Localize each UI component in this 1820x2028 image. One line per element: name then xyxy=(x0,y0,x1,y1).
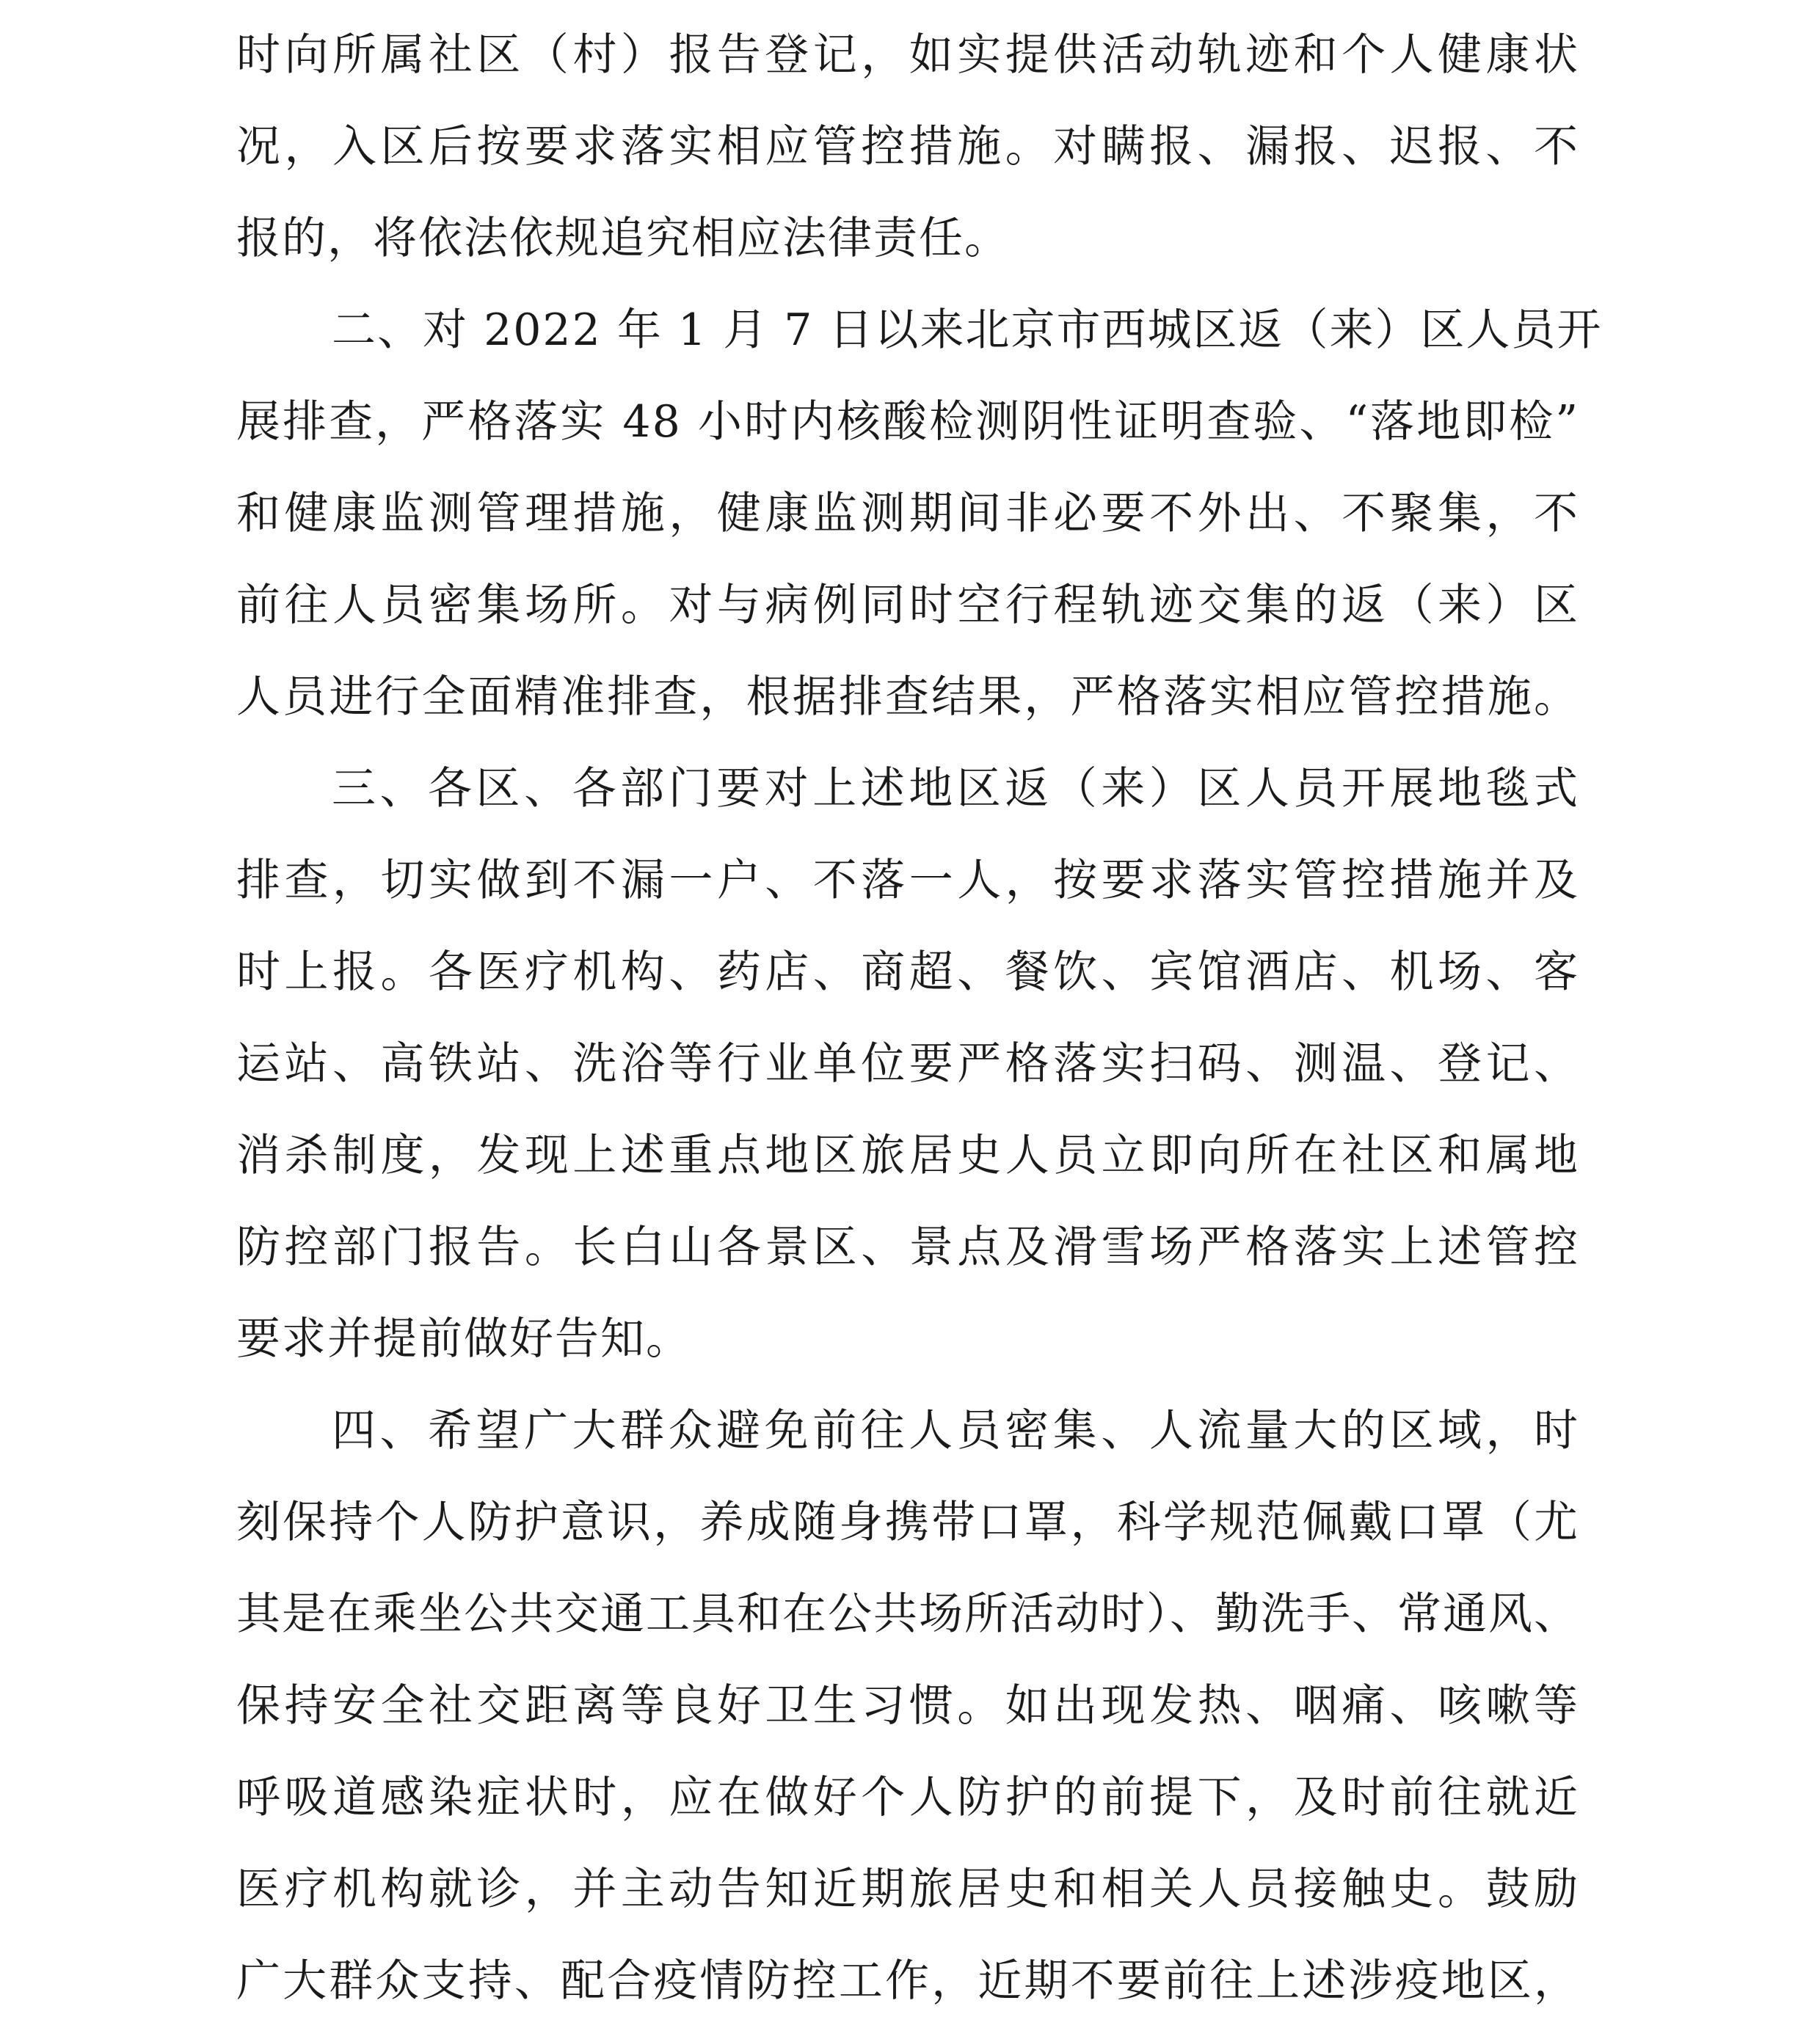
text-line: 和健康监测管理措施，健康监测期间非必要不外出、不聚集，不 xyxy=(236,488,1579,539)
text-line: 时向所属社区（村）报告登记，如实提供活动轨迹和个人健康状 xyxy=(236,29,1579,81)
text-line: 消杀制度，发现上述重点地区旅居史人员立即向所在社区和属地 xyxy=(236,1130,1579,1181)
text-line: 时上报。各医疗机构、药店、商超、餐饮、宾馆酒店、机场、客 xyxy=(236,946,1579,998)
text-line: 保持安全社交距离等良好卫生习惯。如出现发热、咽痛、咳嗽等 xyxy=(236,1680,1579,1732)
text-line: 其是在乘坐公共交通工具和在公共场所活动时）、勤洗手、常通风、 xyxy=(236,1589,1579,1640)
text-line: 要求并提前做好告知。 xyxy=(236,1313,691,1365)
text-line: 广大群众支持、配合疫情防控工作，近期不要前往上述涉疫地区， xyxy=(236,1955,1579,2007)
text-line: 排查，切实做到不漏一户、不落一人，按要求落实管控措施并及 xyxy=(236,855,1579,906)
paragraph-heading-line: 三、各区、各部门要对上述地区返（来）区人员开展地毯式 xyxy=(332,763,1579,814)
text-line: 报的，将依法依规追究相应法律责任。 xyxy=(236,213,1010,264)
text-line: 展排查，严格落实 48 小时内核酸检测阴性证明查验、“落地即检” xyxy=(236,396,1579,448)
text-line: 呼吸道感染症状时，应在做好个人防护的前提下，及时前往就近 xyxy=(236,1772,1579,1823)
text-line: 医疗机构就诊，并主动告知近期旅居史和相关人员接触史。鼓励 xyxy=(236,1864,1579,1915)
paragraph-heading-line: 四、希望广大群众避免前往人员密集、人流量大的区域，时 xyxy=(332,1405,1579,1456)
text-line: 前往人员密集场所。对与病例同时空行程轨迹交集的返（来）区 xyxy=(236,580,1579,631)
paragraph-heading-line: 二、对 2022 年 1 月 7 日以来北京市西城区返（来）区人员开 xyxy=(332,304,1603,356)
text-line: 刻保持个人防护意识，养成随身携带口罩，科学规范佩戴口罩（尤 xyxy=(236,1497,1579,1548)
text-line: 人员进行全面精准排查，根据排查结果，严格落实相应管控措施。 xyxy=(236,671,1579,723)
text-line: 防控部门报告。长白山各景区、景点及滑雪场严格落实上述管控 xyxy=(236,1222,1579,1273)
text-line: 运站、高铁站、洗浴等行业单位要严格落实扫码、测温、登记、 xyxy=(236,1038,1579,1090)
text-line: 况，入区后按要求落实相应管控措施。对瞒报、漏报、迟报、不 xyxy=(236,121,1579,172)
